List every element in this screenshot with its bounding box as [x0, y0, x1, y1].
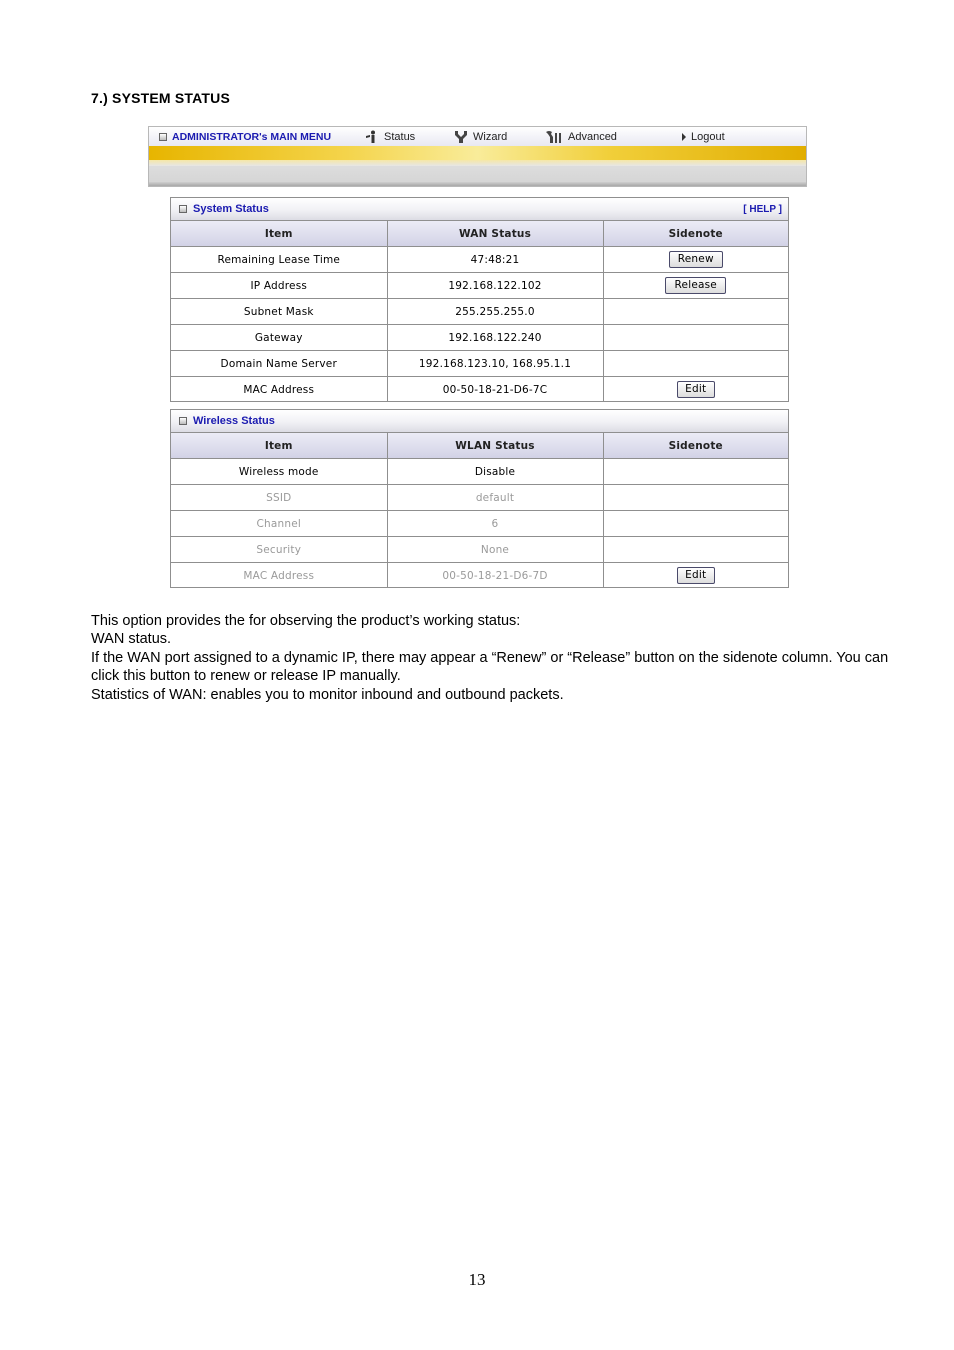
row-value: 47:48:21 — [387, 247, 603, 273]
row-value: 00-50-18-21-D6-7C — [387, 377, 603, 403]
renew-button[interactable]: Renew — [669, 251, 723, 268]
column-header: WLAN Status — [387, 433, 603, 459]
column-header: Sidenote — [603, 433, 788, 459]
system-status-panel — [170, 197, 789, 402]
person-icon — [365, 130, 379, 144]
description-text — [91, 612, 891, 704]
edit-wlan-mac-button[interactable]: Edit — [677, 567, 715, 584]
row-item: Channel — [171, 511, 387, 537]
row-value: 192.168.123.10, 168.95.1.1 — [387, 351, 603, 377]
row-value: 192.168.122.240 — [387, 325, 603, 351]
row-value: 00-50-18-21-D6-7D — [387, 563, 603, 589]
row-item: Gateway — [171, 325, 387, 351]
table-row — [171, 325, 788, 351]
row-sidenote — [603, 485, 788, 511]
menu-status[interactable] — [365, 130, 415, 144]
table-row — [171, 485, 788, 511]
row-value: 255.255.255.0 — [387, 299, 603, 325]
row-sidenote — [603, 299, 788, 325]
row-item: SSID — [171, 485, 387, 511]
system-status-table — [171, 221, 788, 402]
advanced-tools-icon — [545, 130, 563, 144]
row-sidenote — [603, 351, 788, 377]
description-paragraph: Statistics of WAN: enables you to monitor inbound and outbound packets. — [91, 686, 564, 703]
row-value: default — [387, 485, 603, 511]
column-header: Item — [171, 221, 387, 247]
table-row — [171, 273, 788, 299]
square-bullet-icon — [179, 205, 187, 213]
menu-advanced-label: Advanced — [568, 131, 617, 143]
row-sidenote — [603, 325, 788, 351]
row-sidenote — [603, 273, 788, 299]
row-value: 6 — [387, 511, 603, 537]
table-row — [171, 459, 788, 485]
section-heading: 7.) SYSTEM STATUS — [91, 90, 231, 106]
row-item: IP Address — [171, 273, 387, 299]
wireless-status-table — [171, 433, 788, 588]
menu-main-label: ADMINISTRATOR's MAIN MENU — [172, 131, 332, 143]
description-paragraph: WAN status. — [91, 631, 172, 648]
row-sidenote — [603, 377, 788, 403]
wireless-status-header — [171, 410, 788, 433]
arrow-right-icon — [682, 133, 686, 141]
table-row — [171, 377, 788, 403]
square-bullet-icon — [179, 417, 187, 425]
menu-main-title[interactable] — [159, 130, 331, 144]
row-item: Domain Name Server — [171, 351, 387, 377]
row-sidenote — [603, 511, 788, 537]
column-header: Sidenote — [603, 221, 788, 247]
page-number: 13 — [468, 1270, 486, 1289]
wireless-status-title: Wireless Status — [193, 415, 275, 427]
menu-advanced[interactable] — [545, 130, 617, 144]
admin-menu-bar — [148, 126, 807, 187]
table-row — [171, 511, 788, 537]
table-row — [171, 247, 788, 273]
column-header: Item — [171, 433, 387, 459]
menu-logout-label: Logout — [691, 131, 725, 143]
row-sidenote — [603, 537, 788, 563]
wizard-tools-icon — [454, 130, 468, 144]
row-item: Wireless mode — [171, 459, 387, 485]
row-value: Disable — [387, 459, 603, 485]
table-row — [171, 299, 788, 325]
menu-wizard-label: Wizard — [473, 131, 508, 143]
system-status-header — [171, 198, 788, 221]
row-sidenote — [603, 563, 788, 589]
system-status-title: System Status — [193, 203, 269, 215]
table-header-row — [171, 221, 788, 247]
wireless-status-panel — [170, 409, 789, 588]
row-value: None — [387, 537, 603, 563]
description-paragraph: This option provides the for observing the product’s working status: — [91, 613, 521, 629]
table-row — [171, 351, 788, 377]
menu-status-label: Status — [384, 131, 416, 143]
column-header: WAN Status — [387, 221, 603, 247]
edit-wan-mac-button[interactable]: Edit — [677, 381, 715, 398]
row-sidenote — [603, 459, 788, 485]
square-bullet-icon — [159, 133, 167, 141]
row-item: Subnet Mask — [171, 299, 387, 325]
row-item: MAC Address — [171, 563, 387, 589]
release-button[interactable]: Release — [665, 277, 726, 294]
menu-wizard[interactable] — [454, 130, 507, 144]
row-item: Remaining Lease Time — [171, 247, 387, 273]
row-value: 192.168.122.102 — [387, 273, 603, 299]
menu-logout[interactable] — [682, 130, 725, 144]
table-row — [171, 563, 788, 589]
row-item: MAC Address — [171, 377, 387, 403]
row-sidenote — [603, 247, 788, 273]
help-link[interactable]: [ HELP ] — [743, 204, 782, 215]
description-paragraph: If the WAN port assigned to a dynamic IP, there may appear a “Renew” or “Release” button on the sidenote column. You can click this button to renew or release IP manually. — [91, 649, 889, 685]
table-row — [171, 537, 788, 563]
row-item: Security — [171, 537, 387, 563]
table-header-row — [171, 433, 788, 459]
